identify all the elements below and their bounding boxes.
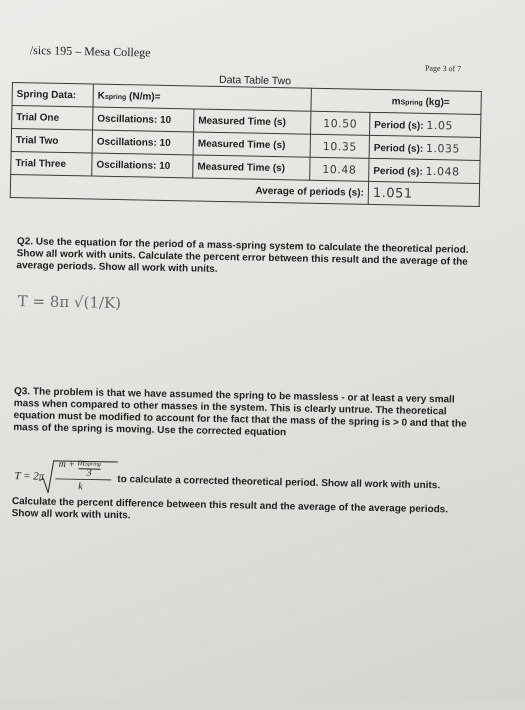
data-table xyxy=(10,82,482,207)
average-value-cell xyxy=(368,181,479,206)
average-label: Average of periods (s): xyxy=(10,174,368,204)
handwritten-formula: T = 8π √(1/K) xyxy=(17,292,122,313)
k-unit: (N/m)= xyxy=(126,90,161,103)
time-label: Measured Time (s) xyxy=(193,155,310,180)
spring-data-label: Spring Data: xyxy=(12,82,93,107)
denominator-3: 3 xyxy=(78,468,100,477)
oscillations: Oscillations: 10 xyxy=(93,107,194,132)
time-label: Measured Time (s) xyxy=(194,109,311,134)
k-sub: spring xyxy=(104,93,127,101)
m-unit: (kg)= xyxy=(422,96,450,108)
handwritten-period: 1.048 xyxy=(425,164,460,179)
period-cell xyxy=(369,135,480,160)
page-number: Page 3 of 7 xyxy=(424,63,462,74)
m-label: m xyxy=(391,95,401,107)
time-value xyxy=(311,111,370,135)
handwritten-period: 1.035 xyxy=(425,141,461,156)
m-sub: Spring xyxy=(400,98,423,107)
equation-instruction: to calculate a corrected theoretical period. Show all work with units. xyxy=(117,474,441,492)
corrected-equation xyxy=(14,458,485,503)
trial-label: Trial Three xyxy=(11,151,92,176)
handwritten-time: 10.35 xyxy=(322,139,357,154)
period-label: Period (s): xyxy=(374,119,424,132)
equation-lhs: T = 2π xyxy=(14,470,45,483)
m-spring-cell xyxy=(311,88,481,114)
period-cell xyxy=(369,158,480,183)
fraction-numerator xyxy=(58,459,101,478)
handwritten-average: 1.051 xyxy=(372,185,413,202)
question-2: Q2. Use the equation for the period of a mass-spring system to calculate the theoretical period. Show all work with units. Calculate the percent error between this result and the average of the average periods. Show all work with units. xyxy=(16,236,469,275)
question-3-tail: Calculate the percent difference between this result and the average of the average periods. Show all work with units. xyxy=(11,496,449,522)
spring-mass-m: m xyxy=(77,457,85,469)
oscillations: Oscillations: 10 xyxy=(92,153,193,178)
period-label: Period (s): xyxy=(373,165,423,178)
period-cell xyxy=(370,112,481,137)
spring-mass-sub: Spring xyxy=(84,461,101,468)
course-header: /sics 195 – Mesa College xyxy=(29,43,151,60)
period-label: Period (s): xyxy=(373,142,424,155)
oscillations: Oscillations: 10 xyxy=(92,130,193,155)
handwritten-period: 1.05 xyxy=(426,118,454,132)
table-title: Data Table Two xyxy=(218,73,292,88)
k-label: K xyxy=(97,90,106,102)
spring-fraction xyxy=(77,459,101,477)
time-value xyxy=(310,134,369,158)
time-value xyxy=(310,157,369,181)
handwritten-time: 10.50 xyxy=(323,116,358,131)
numerator-m: m + xyxy=(58,458,76,471)
handwritten-time: 10.48 xyxy=(322,162,357,177)
trial-label: Trial One xyxy=(12,105,93,130)
question-3: Q3. The problem is that we have assumed the spring to be massless - or at least a very small mass when compared to other masses in the system. This is clearly untrue. The theoretical equation must be modified to account for the fact that the mass of the spring is > 0 and that the mass of the spring is moving. Use the corrected equation xyxy=(13,386,467,439)
time-label: Measured Time (s) xyxy=(193,132,310,157)
fraction-denominator: k xyxy=(78,481,83,493)
trial-label: Trial Two xyxy=(11,128,92,153)
